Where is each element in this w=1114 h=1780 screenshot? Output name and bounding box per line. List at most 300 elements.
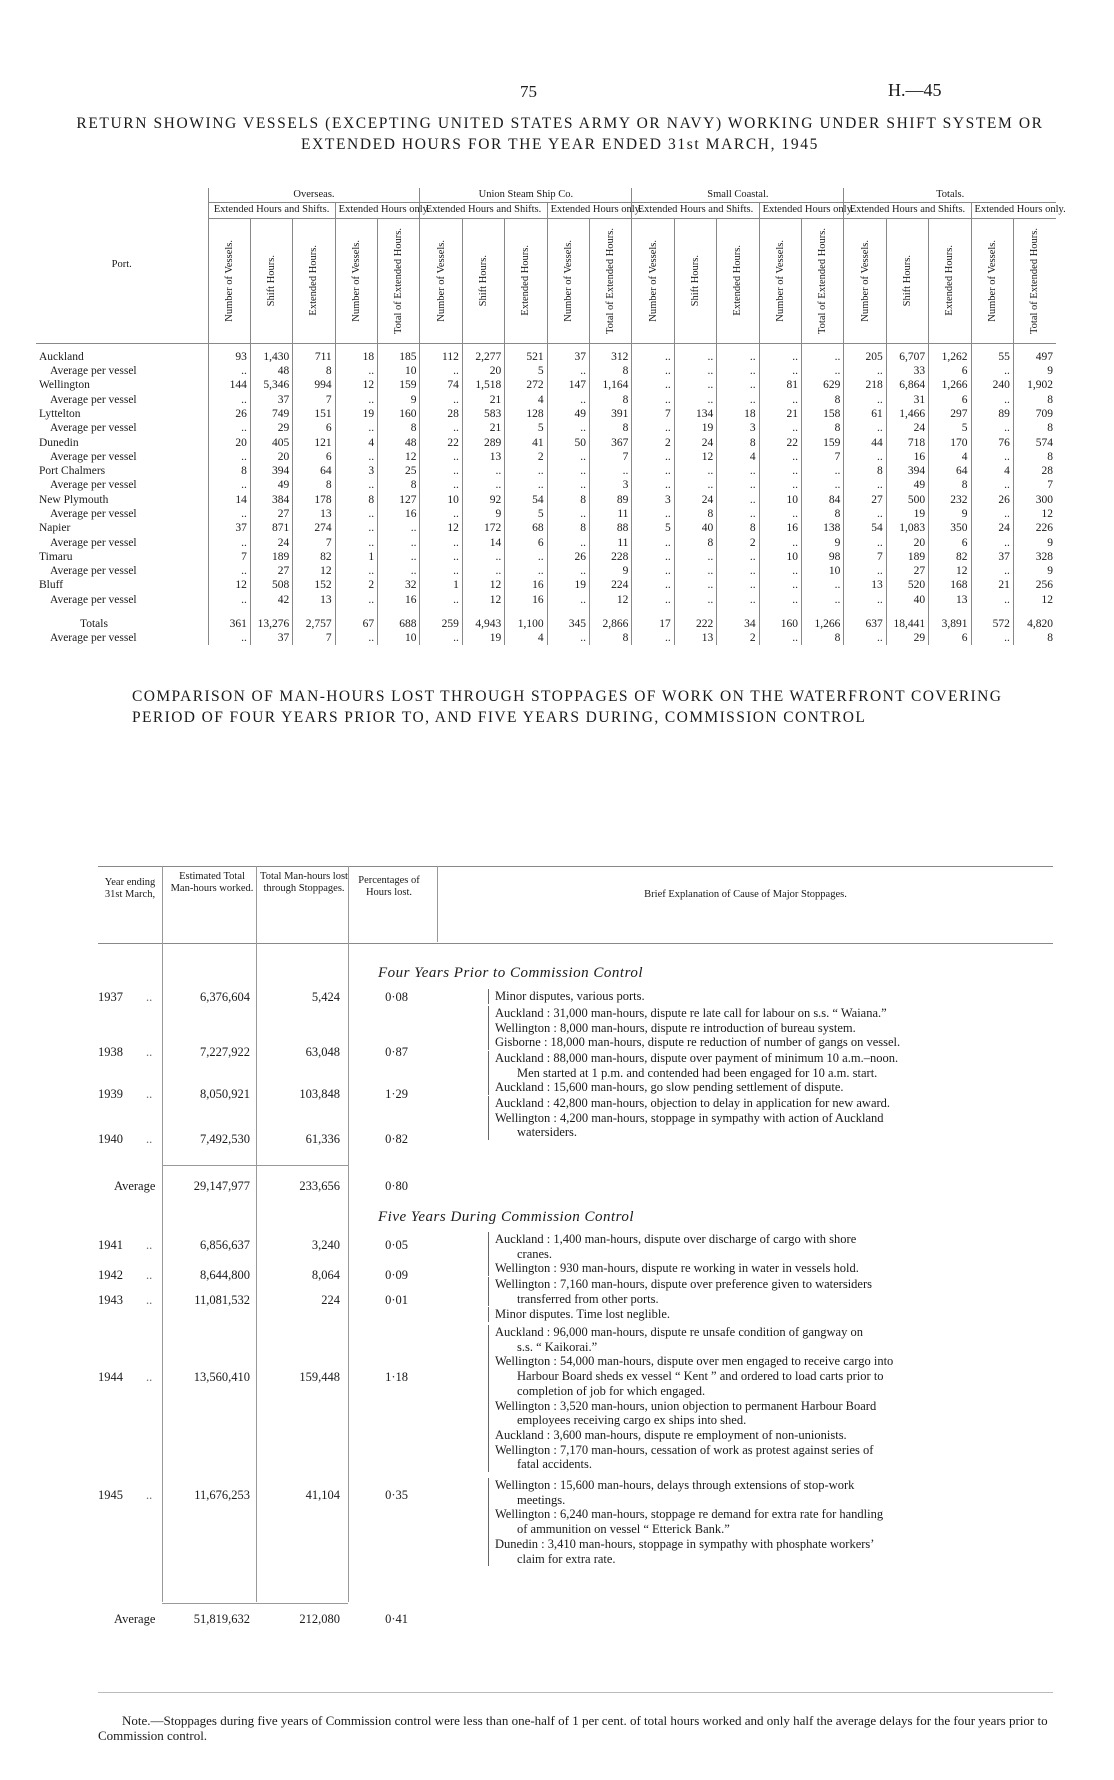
- table-cell: 20: [250, 450, 292, 464]
- table-cell: 12: [462, 593, 504, 607]
- table-cell: 61: [844, 407, 886, 421]
- table-cell: 7: [590, 450, 632, 464]
- table-cell: 27: [886, 564, 928, 578]
- table-cell: 7: [208, 550, 250, 564]
- table-cell: 27: [250, 564, 292, 578]
- table-cell: 18: [717, 407, 759, 421]
- table-cell: ..: [420, 550, 462, 564]
- table-cell: 21: [462, 392, 504, 406]
- table-cell: 16: [886, 450, 928, 464]
- table-cell: 152: [293, 578, 335, 592]
- column-header: [293, 218, 335, 343]
- table-cell: 4: [717, 450, 759, 464]
- table-cell: ..: [547, 464, 589, 478]
- table-cell: 21: [462, 421, 504, 435]
- totals-cell: 6: [929, 631, 971, 645]
- table-cell: 8: [590, 392, 632, 406]
- year-cell: 1937: [98, 990, 123, 1004]
- table-cell: ..: [335, 564, 377, 578]
- table-cell: ..: [717, 478, 759, 492]
- table-row: [36, 521, 1056, 535]
- explanation-1939: [488, 1051, 1063, 1095]
- table-cell: ..: [547, 364, 589, 378]
- leader-dots: ..: [146, 1045, 153, 1059]
- column-header-label: Total of Extended Hours.: [1029, 227, 1041, 334]
- lost-hours-cell: 8,064: [311, 1268, 340, 1282]
- totals-cell: 10: [378, 631, 420, 645]
- table-cell: 12: [208, 578, 250, 592]
- table-cell: 2: [505, 450, 547, 464]
- table-cell: 9: [1013, 535, 1056, 549]
- port-name: Port Chalmers: [39, 465, 106, 478]
- explanation-line: fatal accidents.: [517, 1457, 592, 1472]
- table-cell: 84: [801, 493, 843, 507]
- table-cell: ..: [547, 564, 589, 578]
- table-cell: ..: [971, 535, 1013, 549]
- table-cell: 8: [335, 493, 377, 507]
- table-cell: ..: [420, 421, 462, 435]
- table-cell: 82: [929, 550, 971, 564]
- totals-cell: 3,891: [929, 607, 971, 631]
- year-cell: 1942: [98, 1268, 123, 1282]
- table-cell: 6: [929, 535, 971, 549]
- totals-cell: 361: [208, 607, 250, 631]
- totals-cell: ..: [208, 631, 250, 645]
- column-header: [547, 218, 589, 343]
- leader-dots: ..: [146, 1293, 153, 1307]
- table-cell: 21: [971, 578, 1013, 592]
- table-cell: ..: [547, 392, 589, 406]
- table-cell: 48: [250, 364, 292, 378]
- table-cell: ..: [674, 464, 716, 478]
- leader-dots: ..: [146, 1238, 153, 1252]
- table-cell: 328: [1013, 550, 1056, 564]
- lost-hours-cell: 3,240: [311, 1238, 340, 1252]
- column-header-label: Shift Hours.: [901, 254, 913, 307]
- totals-cell: 2,866: [590, 607, 632, 631]
- subgroup-header-extended: Extended Hours only.: [759, 203, 844, 218]
- table-cell: ..: [208, 450, 250, 464]
- table-cell: ..: [971, 593, 1013, 607]
- subgroup-header-shifts: Extended Hours and Shifts.: [420, 203, 547, 218]
- estimated-hours-cell: 8,050,921: [200, 1087, 250, 1101]
- table-cell: 49: [886, 478, 928, 492]
- table-cell: 13: [462, 450, 504, 464]
- table-cell: 8: [674, 535, 716, 549]
- table-cell: 37: [208, 521, 250, 535]
- year-cell: 1941: [98, 1238, 123, 1252]
- table-cell: 711: [293, 343, 335, 364]
- table-cell: 2,277: [462, 343, 504, 364]
- table-cell: ..: [717, 550, 759, 564]
- table-cell: ..: [844, 535, 886, 549]
- column-header-label: Extended Hours.: [732, 245, 744, 316]
- totals-cell: 572: [971, 607, 1013, 631]
- table-cell: ..: [632, 364, 674, 378]
- table-cell: ..: [844, 593, 886, 607]
- explanation-line: Men started at 1 p.m. and contended had been engaged for 10 a.m. start.: [517, 1065, 878, 1080]
- stoppages-table-header: [98, 866, 1053, 944]
- table-cell: 16: [505, 578, 547, 592]
- table-cell: 7: [293, 535, 335, 549]
- table-cell: 18: [335, 343, 377, 364]
- table-cell: 312: [590, 343, 632, 364]
- year-cell: 1945: [98, 1488, 123, 1502]
- lost-hours-cell: 224: [321, 1293, 340, 1307]
- table-cell: 24: [674, 493, 716, 507]
- table-cell: 6: [929, 364, 971, 378]
- table-cell: 170: [929, 435, 971, 449]
- percentage-cell: 0·09: [385, 1268, 408, 1282]
- port-name: Average per vessel: [50, 593, 137, 606]
- totals-cell: 18,441: [886, 607, 928, 631]
- column-header: [590, 218, 632, 343]
- table-cell: ..: [378, 535, 420, 549]
- table-cell: 272: [505, 378, 547, 392]
- table-cell: 74: [420, 378, 462, 392]
- estimated-hours-cell: 7,227,922: [200, 1045, 250, 1059]
- lost-hours-cell: 63,048: [305, 1045, 340, 1059]
- table-cell: 12: [462, 578, 504, 592]
- table-cell: ..: [801, 364, 843, 378]
- table-cell: 29: [250, 421, 292, 435]
- port-name: Average per vessel: [50, 365, 137, 378]
- explanation-line: Wellington : 4,200 man-hours, stoppage in sympathy with action of Auckland: [495, 1110, 884, 1125]
- table-cell: 88: [590, 521, 632, 535]
- table-cell: ..: [717, 378, 759, 392]
- table-cell: 8: [929, 478, 971, 492]
- table-cell: ..: [844, 421, 886, 435]
- table-cell: 300: [1013, 493, 1056, 507]
- explanation-line: s.s. “ Kaikorai.”: [517, 1339, 598, 1354]
- table-cell: 228: [590, 550, 632, 564]
- table-cell: 394: [886, 464, 928, 478]
- table-cell: ..: [505, 478, 547, 492]
- totals-cell: 4,820: [1013, 607, 1056, 631]
- table-cell: 25: [378, 464, 420, 478]
- port-name: Bluff: [39, 579, 64, 592]
- table-cell: 151: [293, 407, 335, 421]
- year-cell: 1944: [98, 1370, 123, 1384]
- percentage-header: Percentages of Hours lost.: [358, 875, 420, 898]
- table-row: [36, 435, 1056, 449]
- explanation-line: employees receiving cargo ex ships into shed.: [517, 1413, 747, 1428]
- table-cell: 12: [674, 450, 716, 464]
- table-cell: ..: [674, 593, 716, 607]
- year-header: Year ending 31st March,: [104, 877, 156, 900]
- table-cell: ..: [844, 392, 886, 406]
- table-cell: 168: [929, 578, 971, 592]
- table-cell: 158: [801, 407, 843, 421]
- explanation-1937: [488, 989, 1063, 1004]
- totals-cell: 8: [590, 631, 632, 645]
- table-cell: 138: [801, 521, 843, 535]
- table-cell: 1,518: [462, 378, 504, 392]
- port-name: Average per vessel: [50, 536, 137, 549]
- estimated-hours-cell: 11,676,253: [194, 1488, 250, 1502]
- table-cell: 22: [759, 435, 801, 449]
- estimated-hours-cell: 13,560,410: [193, 1370, 250, 1384]
- table-cell: ..: [844, 450, 886, 464]
- table-cell: 12: [293, 564, 335, 578]
- table-cell: ..: [674, 478, 716, 492]
- table-cell: ..: [208, 421, 250, 435]
- table-cell: 81: [759, 378, 801, 392]
- table-row: [36, 564, 1056, 578]
- table-cell: 24: [971, 521, 1013, 535]
- table-cell: 256: [1013, 578, 1056, 592]
- table-cell: 93: [208, 343, 250, 364]
- table-cell: 8: [801, 392, 843, 406]
- table-cell: 68: [505, 521, 547, 535]
- explanation-line: Auckland : 88,000 man-hours, dispute over payment of minimum 10 a.m.–noon.: [495, 1051, 899, 1065]
- table-cell: 49: [547, 407, 589, 421]
- table-cell: 4: [929, 450, 971, 464]
- lost-hours-cell: 233,656: [299, 1179, 340, 1193]
- totals-cell: ..: [335, 631, 377, 645]
- table-cell: 40: [674, 521, 716, 535]
- table-cell: 749: [250, 407, 292, 421]
- table-cell: 16: [378, 507, 420, 521]
- leader-dots: ..: [146, 1268, 153, 1282]
- column-header-label: Number of Vessels.: [223, 239, 235, 322]
- table-cell: 37: [971, 550, 1013, 564]
- explanation-line: Wellington : 15,600 man-hours, delays through extensions of stop-work: [495, 1478, 855, 1492]
- column-header-label: Number of Vessels.: [774, 239, 786, 322]
- leader-dots: ..: [146, 1132, 153, 1146]
- totals-cell: 8: [801, 631, 843, 645]
- table-cell: 205: [844, 343, 886, 364]
- totals-cell: 222: [674, 607, 716, 631]
- table-cell: 5: [505, 364, 547, 378]
- table-cell: 24: [674, 435, 716, 449]
- column-header: [674, 218, 716, 343]
- table-cell: ..: [801, 593, 843, 607]
- table-cell: 2: [335, 578, 377, 592]
- table-cell: 134: [674, 407, 716, 421]
- table-cell: 6: [929, 392, 971, 406]
- table-cell: 128: [505, 407, 547, 421]
- percentage-cell: 0·41: [385, 1612, 408, 1626]
- table-cell: ..: [208, 564, 250, 578]
- table-cell: 89: [590, 493, 632, 507]
- table-cell: 4: [971, 464, 1013, 478]
- table-row: [36, 593, 1056, 607]
- footnote: Note.—Stoppages during five years of Commission control were less than one-half of 1 per cent. of total hours worked and only half the average delays for the four years prior to Commission control.: [98, 1713, 1048, 1743]
- table-cell: 8: [378, 421, 420, 435]
- table-cell: ..: [971, 564, 1013, 578]
- table-cell: ..: [717, 364, 759, 378]
- table-cell: ..: [632, 450, 674, 464]
- table-cell: 24: [250, 535, 292, 549]
- table-cell: ..: [759, 507, 801, 521]
- table-cell: 6: [293, 450, 335, 464]
- table-cell: 8: [293, 364, 335, 378]
- year-cell: 1938: [98, 1045, 123, 1059]
- table-cell: 44: [844, 435, 886, 449]
- table-cell: 12: [929, 564, 971, 578]
- table-cell: 8: [801, 507, 843, 521]
- explanation-line: Wellington : 930 man-hours, dispute re working in water in vessels hold.: [495, 1261, 859, 1276]
- table-cell: 48: [378, 435, 420, 449]
- table-cell: 6: [293, 421, 335, 435]
- table-cell: ..: [759, 464, 801, 478]
- explanation-line: Auckland : 42,800 man-hours, objection to delay in application for new award.: [495, 1096, 891, 1110]
- percentage-cell: 0·82: [385, 1132, 408, 1146]
- table-cell: ..: [717, 564, 759, 578]
- column-header: [971, 218, 1013, 343]
- explanation-header: Brief Explanation of Cause of Major Stoppages.: [644, 889, 847, 900]
- table-cell: ..: [971, 478, 1013, 492]
- table-cell: 5: [632, 521, 674, 535]
- table-cell: ..: [208, 478, 250, 492]
- table-cell: 13: [293, 593, 335, 607]
- column-header-label: Total of Extended Hours.: [393, 227, 405, 334]
- lost-hours-cell: 61,336: [305, 1132, 340, 1146]
- table-row: [36, 450, 1056, 464]
- table-cell: ..: [759, 564, 801, 578]
- table-cell: ..: [632, 478, 674, 492]
- table-cell: 7: [844, 550, 886, 564]
- table-cell: ..: [547, 450, 589, 464]
- table-cell: 8: [547, 493, 589, 507]
- table-cell: 64: [293, 464, 335, 478]
- table-cell: 8: [801, 421, 843, 435]
- table-cell: 10: [759, 493, 801, 507]
- group-header-union: Union Steam Ship Co.: [420, 188, 632, 203]
- table-cell: ..: [208, 535, 250, 549]
- column-header: [335, 218, 377, 343]
- table-cell: 9: [929, 507, 971, 521]
- table-cell: 1,430: [250, 343, 292, 364]
- table-cell: 76: [971, 435, 1013, 449]
- table-cell: ..: [420, 507, 462, 521]
- estimated-hours-cell: 29,147,977: [193, 1179, 250, 1193]
- table-cell: 26: [547, 550, 589, 564]
- explanation-line: meetings.: [517, 1492, 566, 1507]
- column-header-label: Total of Extended Hours.: [605, 227, 617, 334]
- table-cell: ..: [208, 364, 250, 378]
- table-cell: 9: [378, 392, 420, 406]
- table-cell: 1,902: [1013, 378, 1056, 392]
- totals-cell: 34: [717, 607, 759, 631]
- explanation-line: Minor disputes, various ports.: [495, 989, 645, 1003]
- totals-cell: ..: [844, 631, 886, 645]
- table-cell: 27: [250, 507, 292, 521]
- column-header: [929, 218, 971, 343]
- column-header-label: Shift Hours.: [689, 254, 701, 307]
- table-cell: 384: [250, 493, 292, 507]
- table-cell: 367: [590, 435, 632, 449]
- table-cell: ..: [208, 392, 250, 406]
- table-cell: 10: [759, 550, 801, 564]
- port-name: Auckland: [39, 350, 84, 363]
- table-cell: 8: [717, 435, 759, 449]
- table-cell: 6: [505, 535, 547, 549]
- table-cell: 2: [632, 435, 674, 449]
- explanation-1943: [488, 1307, 1063, 1322]
- column-header-label: Shift Hours.: [266, 254, 278, 307]
- table-cell: ..: [717, 343, 759, 364]
- average-label: Average: [114, 1612, 156, 1626]
- table-cell: 871: [250, 521, 292, 535]
- table-cell: ..: [590, 464, 632, 478]
- table-cell: 32: [378, 578, 420, 592]
- totals-cell: 67: [335, 607, 377, 631]
- table-cell: 394: [250, 464, 292, 478]
- table-cell: 500: [886, 493, 928, 507]
- percentage-cell: 0·80: [385, 1179, 408, 1193]
- table-row: [36, 493, 1056, 507]
- table-cell: 1: [335, 550, 377, 564]
- table-cell: ..: [335, 478, 377, 492]
- table-cell: ..: [759, 343, 801, 364]
- explanation-line: watersiders.: [517, 1125, 578, 1140]
- table-cell: 40: [886, 593, 928, 607]
- column-header: [717, 218, 759, 343]
- table-cell: 37: [547, 343, 589, 364]
- explanation-line: Wellington : 7,160 man-hours, dispute over preference given to watersiders: [495, 1277, 873, 1291]
- explanation-line: transferred from other ports.: [517, 1291, 659, 1306]
- explanation-line: Auckland : 31,000 man-hours, dispute re late call for labour on s.s. “ Waiana.”: [495, 1006, 887, 1020]
- table-cell: 240: [971, 378, 1013, 392]
- table-cell: ..: [717, 392, 759, 406]
- table-cell: ..: [462, 478, 504, 492]
- explanation-line: Wellington : 8,000 man-hours, dispute re introduction of bureau system.: [495, 1020, 856, 1035]
- table-row: [36, 507, 1056, 521]
- port-name: Average per vessel: [50, 479, 137, 492]
- lost-hours-cell: 41,104: [305, 1488, 340, 1502]
- port-name: Average per vessel: [50, 565, 137, 578]
- explanation-1942: [488, 1277, 1063, 1306]
- table-cell: 8: [674, 507, 716, 521]
- estimated-hours-cell: 11,081,532: [194, 1293, 250, 1307]
- table-cell: 144: [208, 378, 250, 392]
- column-header-label: Extended Hours.: [308, 245, 320, 316]
- group-header-overseas: Overseas.: [208, 188, 420, 203]
- table-cell: 1,466: [886, 407, 928, 421]
- lost-hours-cell: 212,080: [299, 1612, 340, 1626]
- port-name: Average per vessel: [50, 450, 137, 463]
- table-cell: ..: [378, 521, 420, 535]
- table-cell: ..: [420, 464, 462, 478]
- explanation-line: Wellington : 7,170 man-hours, cessation of work as protest against series of: [495, 1442, 874, 1457]
- table-cell: 8: [844, 464, 886, 478]
- totals-cell: 4,943: [462, 607, 504, 631]
- table-cell: ..: [759, 478, 801, 492]
- year-cell: 1940: [98, 1132, 123, 1146]
- explanation-line: Wellington : 3,520 man-hours, union objection to permanent Harbour Board: [495, 1398, 877, 1413]
- table-cell: 11: [590, 535, 632, 549]
- table-cell: 54: [505, 493, 547, 507]
- table-cell: 224: [590, 578, 632, 592]
- estimated-hours-header: Estimated Total Man-hours worked.: [170, 871, 254, 894]
- table-cell: 8: [547, 521, 589, 535]
- table-cell: 55: [971, 343, 1013, 364]
- table-cell: ..: [335, 593, 377, 607]
- table-cell: 3: [632, 493, 674, 507]
- table-cell: ..: [971, 507, 1013, 521]
- totals-cell: 13: [674, 631, 716, 645]
- table-cell: ..: [759, 535, 801, 549]
- average-label: Average: [114, 1179, 156, 1193]
- subgroup-header-extended: Extended Hours only.: [971, 203, 1056, 218]
- table-cell: ..: [335, 535, 377, 549]
- table-cell: 8: [590, 364, 632, 378]
- table-cell: 19: [886, 507, 928, 521]
- table-cell: 8: [717, 521, 759, 535]
- table-cell: 19: [674, 421, 716, 435]
